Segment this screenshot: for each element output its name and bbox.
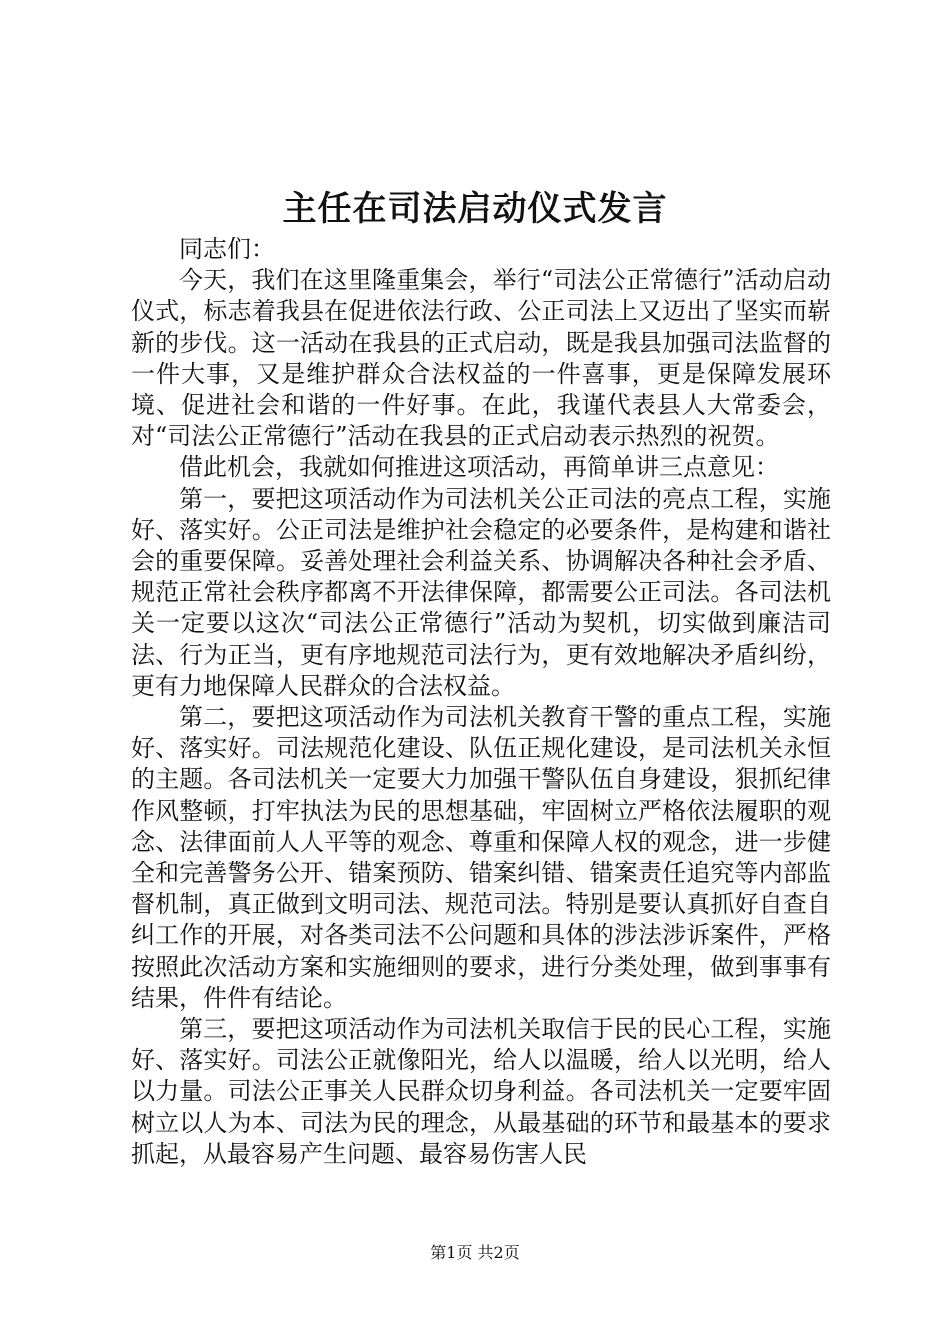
page-number-footer: 第1页 共2页	[430, 1243, 520, 1262]
point-one-paragraph: 第一，要把这项活动作为司法机关公正司法的亮点工程，实施好、落实好。公正司法是维护社会稳定的必要条件，是构建和谐社会的重要保障。妥善处理社会利益关系、协调解决各种社会矛盾、规范正常社会秩序都离不开法律保障，都需要公正司法。各司法机关一定要以这次“司法公正常德行”活动为契机，切实做到廉洁司法、行为正当，更有序地规范司法行为，更有效地解决矛盾纠纷，更有力地保障人民群众的合法权益。	[131, 484, 831, 700]
opening-paragraph: 今天，我们在这里隆重集会，举行“司法公正常德行”活动启动仪式，标志着我县在促进依法行政、公正司法上又迈出了坚实而崭新的步伐。这一活动在我县的正式启动，既是我县加强司法监督的一件大事，又是维护群众合法权益的一件喜事，更是保障发展环境、促进社会和谐的一件好事。在此，我谨代表县人大常委会，对“司法公正常德行”活动在我县的正式启动表示热烈的祝贺。	[131, 266, 831, 451]
point-three-paragraph: 第三，要把这项活动作为司法机关取信于民的民心工程，实施好、落实好。司法公正就像阳光，给人以温暖，给人以光明，给人以力量。司法公正事关人民群众切身利益。各司法机关一定要牢固树立以人为本、司法为民的理念，从最基础的环节和最基本的要求抓起，从最容易产生问题、最容易伤害人民	[131, 1015, 831, 1168]
document-title: 主任在司法启动仪式发言	[282, 189, 668, 229]
transition-paragraph: 借此机会，我就如何推进这项活动，再简单讲三点意见：	[179, 453, 779, 482]
salutation-paragraph: 同志们：	[179, 235, 275, 263]
document-body	[131, 234, 831, 1170]
point-two-paragraph: 第二，要把这项活动作为司法机关教育干警的重点工程，实施好、落实好。司法规范化建设、队伍正规化建设，是司法机关永恒的主题。各司法机关一定要大力加强干警队伍自身建设，狠抓纪律作风整顿，打牢执法为民的思想基础，牢固树立严格依法履职的观念、法律面前人人平等的观念、尊重和保障人权的观念，进一步健全和完善警务公开、错案预防、错案纠错、错案责任追究等内部监督机制，真正做到文明司法、规范司法。特别是要认真抓好自查自纠工作的开展，对各类司法不公问题和具体的涉法涉诉案件，严格按照此次活动方案和实施细则的要求，进行分类处理，做到事事有结果，件件有结论。	[131, 703, 831, 1012]
